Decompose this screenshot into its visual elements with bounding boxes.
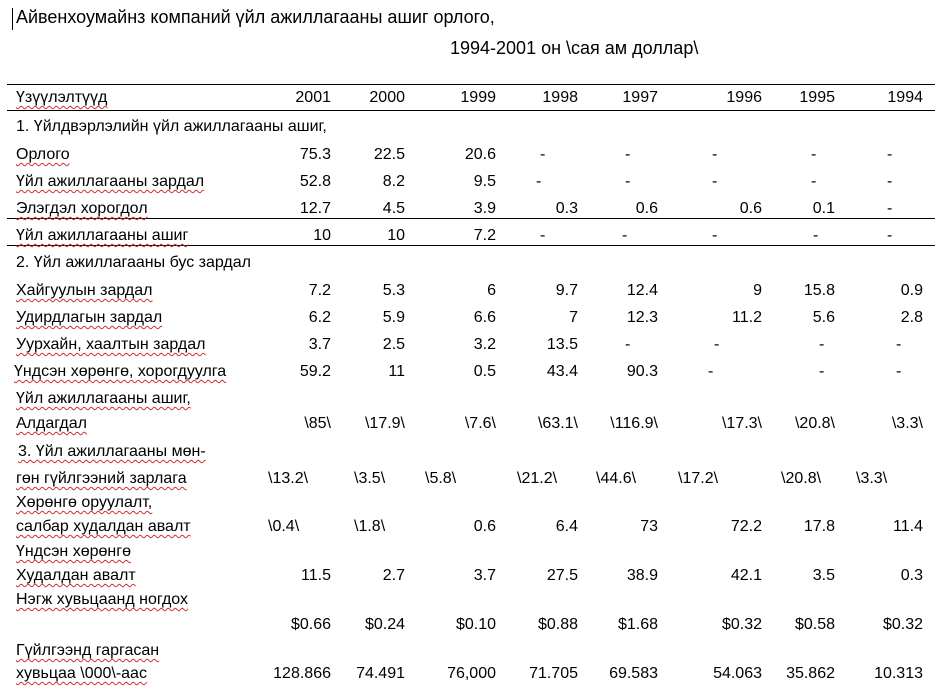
cell: \3.3\ xyxy=(856,470,888,487)
year-1994: 1994 xyxy=(887,89,923,106)
cell: - xyxy=(622,227,628,244)
row-label: Үйл ажиллагааны ашиг, xyxy=(16,390,191,407)
row-label: Удирдлагын зардал xyxy=(16,309,163,326)
cell: 54.063 xyxy=(713,665,762,682)
cell: $0.32 xyxy=(721,616,762,633)
row-label-line xyxy=(0,590,943,616)
table-row xyxy=(0,145,943,171)
cell: 7.2 xyxy=(308,282,331,299)
row-label: Хөрөнгө оруулалт, xyxy=(16,494,153,511)
cell: \44.6\ xyxy=(596,470,637,487)
cell: \20.8\ xyxy=(781,470,822,487)
cell: 35.862 xyxy=(786,665,835,682)
cell: 73 xyxy=(640,518,658,535)
cell: 11.5 xyxy=(301,567,331,584)
row-label: Элэгдэл хорогдол xyxy=(16,200,148,217)
cell: 43.4 xyxy=(546,363,578,380)
cell: \0.4\ xyxy=(268,518,300,535)
table-row xyxy=(0,362,943,388)
row-label: Нэгж хувьцаанд ногдох xyxy=(16,591,189,608)
cell: \17.9\ xyxy=(364,415,405,432)
cell: \85\ xyxy=(304,415,331,432)
cell: 12.4 xyxy=(626,282,658,299)
cell: \3.3\ xyxy=(891,415,923,432)
cell: - xyxy=(813,227,819,244)
cell: 0.3 xyxy=(900,567,923,584)
cell: 128.866 xyxy=(273,665,331,682)
cell: 0.9 xyxy=(900,282,923,299)
cell: 59.2 xyxy=(299,363,331,380)
cell: 6.2 xyxy=(308,309,331,326)
cell: 52.8 xyxy=(299,173,331,190)
table-row xyxy=(0,469,943,495)
cell: 6.4 xyxy=(555,518,578,535)
cell: 75.3 xyxy=(299,146,331,163)
cell: 38.9 xyxy=(626,567,658,584)
cell: - xyxy=(540,146,546,163)
cell: $0.24 xyxy=(364,616,405,633)
cell: 0.3 xyxy=(555,200,578,217)
table-row xyxy=(0,199,943,225)
cell: $0.32 xyxy=(882,616,923,633)
cell: 27.5 xyxy=(546,567,578,584)
row-label: Орлого xyxy=(16,146,70,163)
cell: 13.5 xyxy=(546,336,578,353)
cell: $0.58 xyxy=(794,616,835,633)
cell: - xyxy=(712,173,718,190)
year-2000: 2000 xyxy=(369,89,405,106)
section-heading xyxy=(0,253,943,279)
table-row xyxy=(0,281,943,307)
cell: - xyxy=(625,146,631,163)
cell: \5.8\ xyxy=(425,470,457,487)
cell: 10 xyxy=(387,227,405,244)
cell: - xyxy=(712,227,718,244)
document-title: Айвенхоумайнз компаний үйл ажиллагааны ашиг орлого, xyxy=(16,7,495,27)
table-row xyxy=(0,414,943,440)
cell: 9.5 xyxy=(473,173,496,190)
table-header-row xyxy=(0,88,943,114)
table-row xyxy=(0,172,943,198)
row-label-line xyxy=(0,493,943,519)
cell: 3.7 xyxy=(473,567,496,584)
cell: 3.9 xyxy=(473,200,496,217)
row-label: Алдагдал xyxy=(16,415,87,432)
year-1997: 1997 xyxy=(622,89,658,106)
cell: 5.3 xyxy=(382,282,405,299)
cell: 0.6 xyxy=(473,518,496,535)
cell: \20.8\ xyxy=(794,415,835,432)
cell: 6.6 xyxy=(473,309,496,326)
cell: 69.583 xyxy=(609,665,658,682)
cell: \7.6\ xyxy=(464,415,496,432)
row-label: Худалдан авалт xyxy=(16,567,136,584)
table-row xyxy=(0,664,943,690)
cell: - xyxy=(896,363,902,380)
cell: 11 xyxy=(388,363,405,380)
cell: \13.2\ xyxy=(268,470,309,487)
row-label: Гүйлгээнд гаргасан xyxy=(16,642,160,659)
cell: 12.7 xyxy=(299,200,331,217)
cell: - xyxy=(714,336,720,353)
cell: - xyxy=(819,363,825,380)
cell: 11.4 xyxy=(893,518,923,535)
cell: 2.5 xyxy=(382,336,405,353)
cell: - xyxy=(887,173,893,190)
cell: \1.8\ xyxy=(354,518,386,535)
header-label: Үзүүлэлтүүд xyxy=(16,89,108,106)
cell: 10.313 xyxy=(874,665,923,682)
cell: 0.1 xyxy=(812,200,835,217)
cell: 0.5 xyxy=(473,363,496,380)
row-label: Үйл ажиллагааны ашиг xyxy=(16,227,189,244)
row-label: Үндсэн хөрөнгө xyxy=(16,543,131,560)
cell: 74.491 xyxy=(356,665,405,682)
cell: 12.3 xyxy=(626,309,658,326)
cell: 76,000 xyxy=(447,665,496,682)
cell: 4.5 xyxy=(382,200,405,217)
year-1998: 1998 xyxy=(542,89,578,106)
section-heading xyxy=(0,442,943,468)
cell: 0.6 xyxy=(635,200,658,217)
table-row xyxy=(0,308,943,334)
table-top-rule xyxy=(7,84,935,85)
cell: 10 xyxy=(313,227,331,244)
cell: $1.68 xyxy=(617,616,658,633)
cell: \17.2\ xyxy=(678,470,719,487)
cell: - xyxy=(887,200,893,217)
cell: 5.6 xyxy=(812,309,835,326)
cell: $0.88 xyxy=(537,616,578,633)
document-subtitle: 1994-2001 он \сая ам доллар\ xyxy=(450,38,699,58)
year-1995: 1995 xyxy=(799,89,835,106)
table-row xyxy=(0,226,943,252)
row-label: Уурхайн, хаалтын зардал xyxy=(16,336,206,353)
year-1999: 1999 xyxy=(460,89,496,106)
section-heading xyxy=(0,117,943,143)
table-row xyxy=(0,335,943,361)
cell: $0.10 xyxy=(455,616,496,633)
cell: \63.1\ xyxy=(537,415,578,432)
cell: - xyxy=(887,227,893,244)
cell: 22.5 xyxy=(373,146,405,163)
cell: 8.2 xyxy=(382,173,405,190)
section-1-title: 1. Үйлдвэрлэлийн үйл ажиллагааны ашиг, xyxy=(16,118,327,135)
cell: $0.66 xyxy=(290,616,331,633)
row-label: Хайгуулын зардал xyxy=(16,282,153,299)
cell: - xyxy=(887,146,893,163)
section-2-title: 2. Үйл ажиллагааны бус зардал xyxy=(16,254,251,271)
cell: - xyxy=(811,146,817,163)
cell: - xyxy=(536,173,542,190)
cell: 17.8 xyxy=(803,518,835,535)
table-row xyxy=(0,566,943,592)
table-row xyxy=(0,517,943,543)
cell: \21.2\ xyxy=(517,470,558,487)
row-label-line xyxy=(0,389,943,415)
cell: 0.6 xyxy=(739,200,762,217)
year-1996: 1996 xyxy=(726,89,762,106)
cell: - xyxy=(708,363,714,380)
row-label: салбар худалдан авалт xyxy=(16,518,191,535)
cell: - xyxy=(625,173,631,190)
cell: 6 xyxy=(487,282,496,299)
cell: 2.8 xyxy=(900,309,923,326)
cell: - xyxy=(712,146,718,163)
cell: - xyxy=(819,336,825,353)
cell: 7 xyxy=(569,309,578,326)
cell: 7.2 xyxy=(473,227,496,244)
year-2001: 2001 xyxy=(295,89,331,106)
cell: \116.9\ xyxy=(610,415,658,432)
text-cursor xyxy=(12,8,13,30)
cell: 15.8 xyxy=(803,282,835,299)
cell: 3.5 xyxy=(812,567,835,584)
cell: 3.7 xyxy=(308,336,331,353)
cell: - xyxy=(625,336,631,353)
cell: - xyxy=(811,173,817,190)
cell: 3.2 xyxy=(473,336,496,353)
cell: 71.705 xyxy=(529,665,578,682)
cell: 2.7 xyxy=(382,567,405,584)
table-row xyxy=(0,615,943,641)
cell: 11.2 xyxy=(732,309,762,326)
cell: 9.7 xyxy=(555,282,578,299)
cell: 72.2 xyxy=(730,518,762,535)
cell: \17.3\ xyxy=(721,415,762,432)
row-label: Үйл ажиллагааны зардал xyxy=(16,173,205,190)
cell: 5.9 xyxy=(382,309,405,326)
cell: - xyxy=(896,336,902,353)
cell: 9 xyxy=(753,282,762,299)
section-3-title: 3. Үйл ажиллагааны мөн- xyxy=(18,443,206,460)
cell: 42.1 xyxy=(730,567,762,584)
row-label: хувьцаа \000\-аас xyxy=(16,665,147,682)
cell: 90.3 xyxy=(626,363,658,380)
row-label: Үндсэн хөрөнгө, хорогдуулга xyxy=(14,363,227,380)
cell: 20.6 xyxy=(464,146,496,163)
cell: \3.5\ xyxy=(354,470,386,487)
row-label-line xyxy=(0,542,943,568)
cell: - xyxy=(540,227,546,244)
row-label: гөн гүйлгээний зарлага xyxy=(16,470,187,487)
